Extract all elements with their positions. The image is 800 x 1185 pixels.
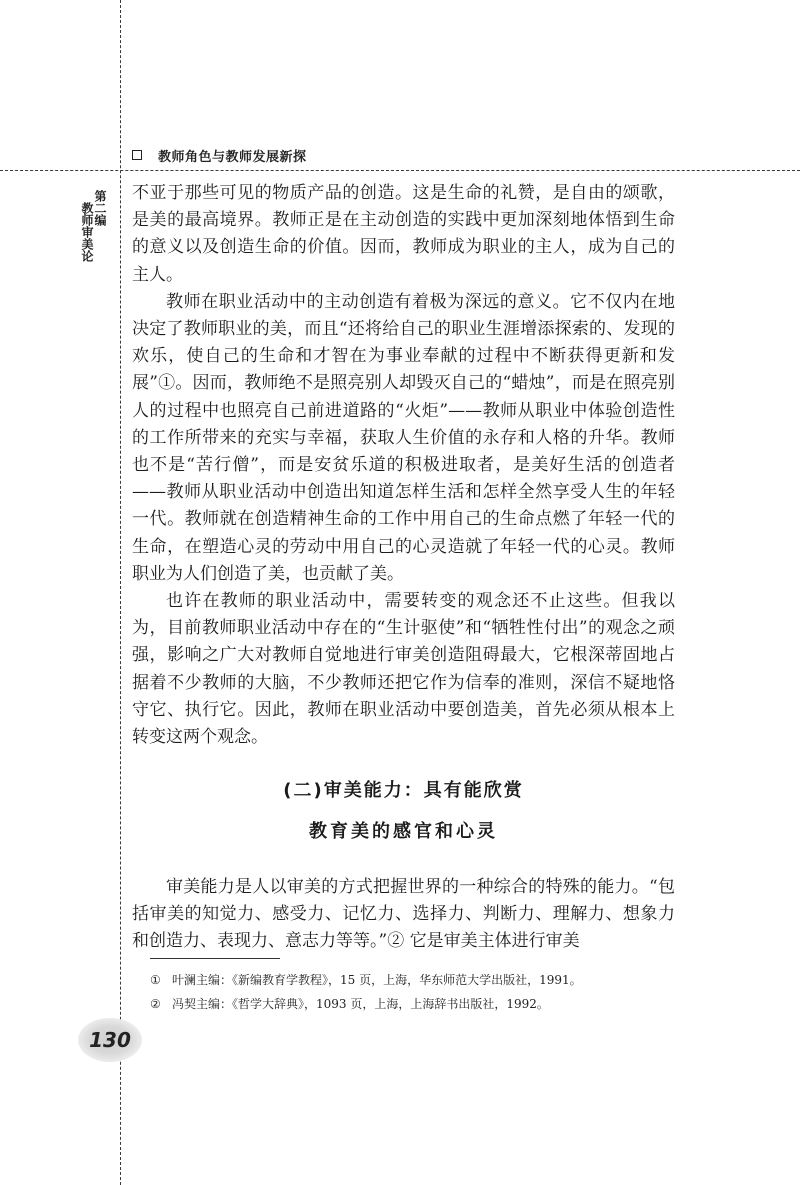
paragraph-3: 也许在教师的职业活动中，需要转变的观念还不止这些。但我以为，目前教师职业活动中存在的“生计驱使”和“牺牲性付出”的观念之顽强，影响之广大对教师自觉地进行审美创造阻碍最大，它根深蒂固地占据着不少教师的大脑，不少教师还把它作为信奉的准则，深信不疑地恪守它、执行它。因此，教师在职业活动中要创造美，首先必须从根本上转变这两个观念。 [132, 591, 675, 748]
main-text [132, 180, 675, 955]
side-tab [80, 190, 107, 262]
section-heading-line-2: 教育美的感官和心灵 [309, 821, 498, 843]
footnote-2 [150, 992, 670, 1016]
running-header [132, 146, 307, 164]
footnote-1 [150, 968, 670, 992]
side-tab-section: 教师审美论 [80, 202, 94, 262]
paragraph-4: 审美能力是人以审美的方式把握世界的一种综合的特殊的能力。“包括审美的知觉力、感受力、记忆力、选择力、判断力、理解力、想象力和创造力、表现力、意志力等等。”② 它是审美主体进行审美 [132, 876, 675, 952]
section-heading-line-1: (二)审美能力：具有能欣赏 [283, 780, 524, 802]
footnote-2-mark: ② [150, 997, 161, 1011]
running-header-title: 教师角色与教师发展新探 [158, 149, 307, 165]
square-icon [132, 150, 142, 160]
footnote-1-mark: ① [150, 973, 161, 987]
footnote-rule [150, 958, 280, 959]
paragraph-1: 不亚于那些可见的物质产品的创造。这是生命的礼赞，是自由的颂歌，是美的最高境界。教师正是在主动创造的实践中更加深刻地体悟到生命的意义以及创造生命的价值。因而，教师成为职业的主人，成为自己的主人。 [132, 183, 675, 285]
page-number: 130 [78, 1018, 142, 1062]
section-heading [132, 777, 675, 845]
side-tab-part: 第二编 [93, 190, 107, 226]
paragraph-2: 教师在职业活动中的主动创造有着极为深远的意义。它不仅内在地决定了教师职业的美，而且“还将给自己的职业生涯增添探索的、发现的欢乐，使自己的生命和才智在为事业奉献的过程中不断获得更新和发展”①。因而，教师绝不是照亮别人却毁灭自己的“蜡烛”，而是在照亮别人的过程中也照亮自己前进道路的“火炬”——教师从职业中体验创造性的工作所带来的充实与幸福，获取人生价值的永存和人格的升华。教师也不是“苦行僧”，而是安贫乐道的积极进取者，是美好生活的创造者——教师从职业活动中创造出知道怎样生活和怎样全然享受人生的年轻一代。教师就在创造精神生命的工作中用自己的生命点燃了年轻一代的生命，在塑造心灵的劳动中用自己的心灵造就了年轻一代的心灵。教师职业为人们创造了美，也贡献了美。 [132, 291, 675, 584]
binding-dashed-line-vertical [120, 0, 121, 1185]
header-dashed-line-horizontal [0, 170, 800, 171]
footnote-1-text: 叶澜主编：《新编教育学教程》，15 页，上海，华东师范大学出版社，1991。 [172, 973, 582, 987]
footnotes [150, 968, 670, 1016]
footnote-2-text: 冯契主编：《哲学大辞典》，1093 页，上海，上海辞书出版社，1992。 [172, 997, 549, 1011]
